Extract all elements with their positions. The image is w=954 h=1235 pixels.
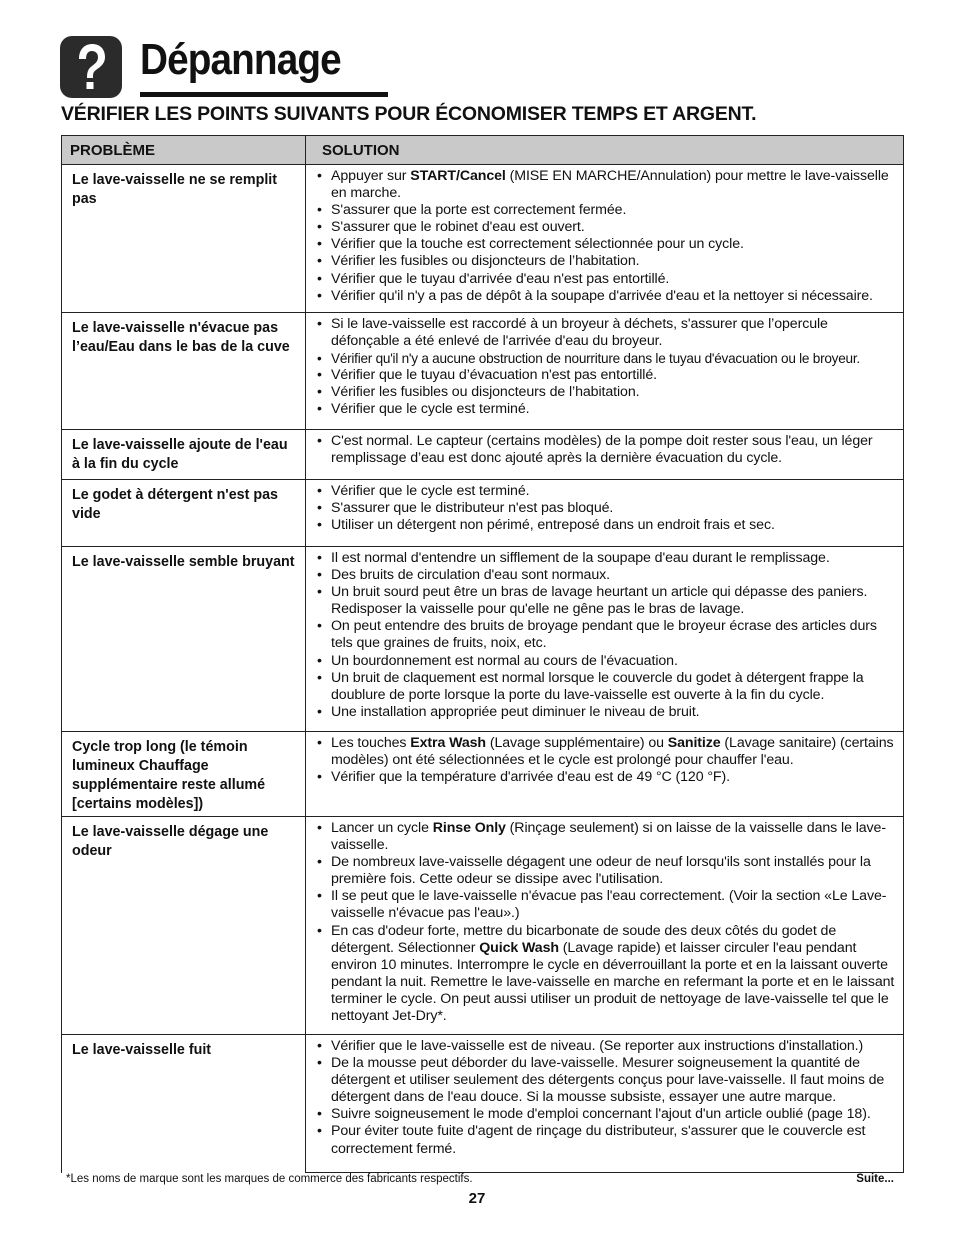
solution-item (314, 350, 897, 367)
title-underline (140, 92, 388, 97)
column-header-solution: SOLUTION (306, 136, 904, 165)
solution-text: S'assurer que le robinet d'eau est ouvert. (331, 219, 585, 236)
solution-item (314, 704, 897, 721)
solution-cell (306, 313, 904, 430)
solution-text: Vérifier les fusibles ou disjoncteurs de l’habitation. (331, 253, 640, 270)
solution-item (314, 550, 897, 567)
solution-text: Vérifier que la touche est correctement sélectionnée pour un cycle. (331, 236, 744, 253)
solution-item (314, 735, 897, 769)
solution-item (314, 253, 897, 270)
solution-item (314, 517, 897, 534)
bold-term: Sanitize (667, 735, 721, 751)
solution-text: Un bruit sourd peut être un bras de lavage heurtant un article qui dépasse des paniers. Redisposer la vaisselle pour qu'elle ne gêne pas le bras de lavage. (331, 584, 868, 618)
column-header-problem: PROBLÈME (62, 136, 306, 165)
solution-text: Vérifier que la température d'arrivée d'eau est de 49 °C (120 °F). (331, 769, 730, 786)
solution-list (314, 168, 897, 305)
page-number: 27 (468, 1190, 486, 1207)
solution-list (314, 483, 897, 534)
solution-text: Il se peut que le lave-vaisselle n'évacue pas l'eau correctement. (Voir la section «Le Lave-vaisselle n'évacue pas l'eau».) (331, 888, 887, 922)
solution-item (314, 567, 897, 584)
solution-text: Les touches (331, 735, 411, 751)
solution-text: S'assurer que le distributeur n'est pas bloqué. (331, 500, 614, 517)
table-row (62, 313, 904, 430)
problem-cell: Le lave-vaisselle fuit (62, 1035, 306, 1173)
solution-text: Si le lave-vaisselle est raccordé à un broyeur à déchets, s'assurer que l’opercule défonçable a été enlevé de l'arrivée d'eau du broyeur. (331, 316, 828, 350)
table-row (62, 480, 904, 547)
solution-list (314, 433, 897, 467)
bold-term: Quick Wash (479, 939, 559, 956)
solution-item (314, 618, 897, 652)
solution-text: Des bruits de circulation d'eau sont normaux. (331, 567, 610, 584)
bold-term: START/Cancel (410, 168, 506, 184)
solution-text: Utiliser un détergent non périmé, entreposé dans un endroit frais et sec. (331, 517, 775, 534)
table-row (62, 817, 904, 1035)
solution-text: Une installation appropriée peut diminuer le niveau de bruit. (331, 703, 700, 720)
solution-text: (Lavage supplémentaire) ou (486, 735, 668, 751)
page-title: Dépannage (140, 35, 341, 84)
solution-text: Vérifier que le cycle est terminé. (331, 401, 530, 418)
solution-text: Suivre soigneusement le mode d'emploi concernant l'ajout d'un article oublié (page 18). (331, 1106, 871, 1123)
solution-cell (306, 480, 904, 547)
continued-label: Suite... (856, 1173, 894, 1185)
table-row (62, 1035, 904, 1173)
solution-item (314, 367, 897, 384)
problem-cell: Le lave-vaisselle ajoute de l'eau à la fin du cycle (62, 430, 306, 480)
problem-cell: Le lave-vaisselle semble bruyant (62, 547, 306, 732)
solution-text: Appuyer sur (331, 168, 411, 184)
problem-cell: Le lave-vaisselle n'évacue pas l’eau/Eau dans le bas de la cuve (62, 313, 306, 430)
solution-text: Vérifier que le tuyau d'arrivée d'eau n'est pas entortillé. (331, 270, 670, 287)
solution-list (314, 1038, 897, 1158)
solution-text: Vérifier qu'il n'y a pas de dépôt à la soupape d'arrivée d'eau et la nettoyer si nécessaire. (331, 287, 873, 304)
table-header-row (62, 136, 904, 165)
table-row (62, 430, 904, 480)
solution-item (314, 1038, 897, 1055)
table-row (62, 165, 904, 313)
solution-item (314, 769, 897, 786)
solution-text: On peut entendre des bruits de broyage pendant que le broyeur écrase des articles durs tels que graines de fruits, noix, etc. (331, 618, 877, 652)
solution-item (314, 1055, 897, 1106)
solution-list (314, 550, 897, 721)
question-mark-icon (60, 36, 122, 98)
solution-item (314, 888, 897, 922)
solution-item (314, 670, 897, 704)
solution-text: S'assurer que la porte est correctement fermée. (331, 202, 627, 219)
problem-cell: Le godet à détergent n'est pas vide (62, 480, 306, 547)
section-subtitle: VÉRIFIER LES POINTS SUIVANTS POUR ÉCONOMISER TEMPS ET ARGENT. (61, 103, 757, 125)
table-row (62, 732, 904, 817)
solution-item (314, 1106, 897, 1123)
problem-cell: Le lave-vaisselle dégage une odeur (62, 817, 306, 1035)
solution-item (314, 653, 897, 670)
problem-cell: Le lave-vaisselle ne se remplit pas (62, 165, 306, 313)
solution-cell (306, 817, 904, 1035)
solution-item (314, 288, 897, 305)
solution-item (314, 433, 897, 467)
problem-cell: Cycle trop long (le témoin lumineux Chauffage supplémentaire reste allumé [certains modèles]) (62, 732, 306, 817)
solution-text: Il est normal d'entendre un sifflement de la soupape d'eau durant le remplissage. (331, 550, 830, 566)
solution-text: Vérifier les fusibles ou disjoncteurs de l’habitation. (331, 384, 640, 401)
solution-item (314, 820, 897, 854)
solution-cell (306, 165, 904, 313)
solution-item (314, 219, 897, 236)
solution-item (314, 483, 897, 500)
solution-text: (Rinçage seulement) si on laisse de la vaisselle dans le lave-vaisselle. (331, 820, 886, 854)
solution-item (314, 236, 897, 253)
solution-text: (Lavage rapide) et laisser circuler l'eau pendant environ 10 minutes. Interrompre le cycle en déverrouillant la porte et en la laissant ouverte pendant la nuit. Remettre le lave-vaisselle en marche en refermant la porte et en le laissant terminer le cycle. On peut aussi utiliser un produit de nettoyage de lave-vaisselle tel que le nettoyant Jet-Dry*. (331, 939, 895, 1025)
page-header (60, 36, 902, 100)
solution-text: Pour éviter toute fuite d'agent de rinçage du distributeur, s'assurer que le couvercle est correctement fermé. (331, 1123, 866, 1157)
solution-list (314, 735, 897, 786)
footnote: *Les noms de marque sont les marques de commerce des fabricants respectifs. (66, 1173, 473, 1185)
solution-text: C'est normal. Le capteur (certains modèles) de la pompe doit rester sous l'eau, un léger remplissage d’eau est donc ajouté après la dernière évacuation du cycle. (331, 433, 873, 467)
solution-item (314, 316, 897, 350)
solution-text: Vérifier que le tuyau d’évacuation n'est pas entortillé. (331, 367, 657, 384)
solution-text: En cas d'odeur forte, mettre du bicarbonate de soude des deux côtés du godet de détergent. Sélectionner (331, 922, 837, 956)
solution-text: (MISE EN MARCHE/Annulation) pour mettre le lave-vaisselle en marche. (331, 168, 889, 202)
solution-cell (306, 430, 904, 480)
solution-item (314, 168, 897, 202)
solution-text: Vérifier qu'il n'y a aucune obstruction de nourriture dans le tuyau d'évacuation ou le broyeur. (331, 351, 860, 367)
solution-item (314, 401, 897, 418)
solution-item (314, 384, 897, 401)
bold-term: Extra Wash (410, 735, 486, 751)
solution-text: Lancer un cycle (331, 820, 433, 836)
solution-item (314, 271, 897, 288)
solution-text: Vérifier que le lave-vaisselle est de niveau. (Se reporter aux instructions d'installation.) (331, 1038, 864, 1054)
solution-text: Un bruit de claquement est normal lorsque le couvercle du godet à détergent frappe la doublure de porte lorsque la porte du lave-vaisselle est ouverte à la fin du cycle. (331, 669, 864, 703)
solution-list (314, 316, 897, 419)
solution-text: De nombreux lave-vaisselle dégagent une odeur de neuf lorsqu'ils sont installés pour la première fois. Cette odeur se dissipe avec l'utilisation. (331, 854, 871, 888)
solution-item (314, 923, 897, 1026)
solution-text: (Lavage sanitaire) (certains modèles) ont été sélectionnées et le cycle est prolongé pour chauffer l'eau. (331, 735, 894, 769)
solution-text: De la mousse peut déborder du lave-vaisselle. Mesurer soigneusement la quantité de détergent et utiliser seulement des détergents conçus pour lave-vaisselle. Il faut moins de détergent dans de l'eau douce. Si la mousse subsiste, essayer une autre marque. (331, 1055, 885, 1106)
solution-list (314, 820, 897, 1025)
solution-item (314, 584, 897, 618)
solution-item (314, 202, 897, 219)
bold-term: Rinse Only (432, 820, 506, 836)
solution-cell (306, 547, 904, 732)
solution-text: Un bourdonnement est normal au cours de l'évacuation. (331, 652, 678, 669)
solution-cell (306, 732, 904, 817)
troubleshooting-table (61, 135, 904, 1173)
solution-item (314, 854, 897, 888)
solution-cell (306, 1035, 904, 1173)
solution-text: Vérifier que le cycle est terminé. (331, 483, 530, 499)
table-row (62, 547, 904, 732)
solution-item (314, 1123, 897, 1157)
solution-item (314, 500, 897, 517)
